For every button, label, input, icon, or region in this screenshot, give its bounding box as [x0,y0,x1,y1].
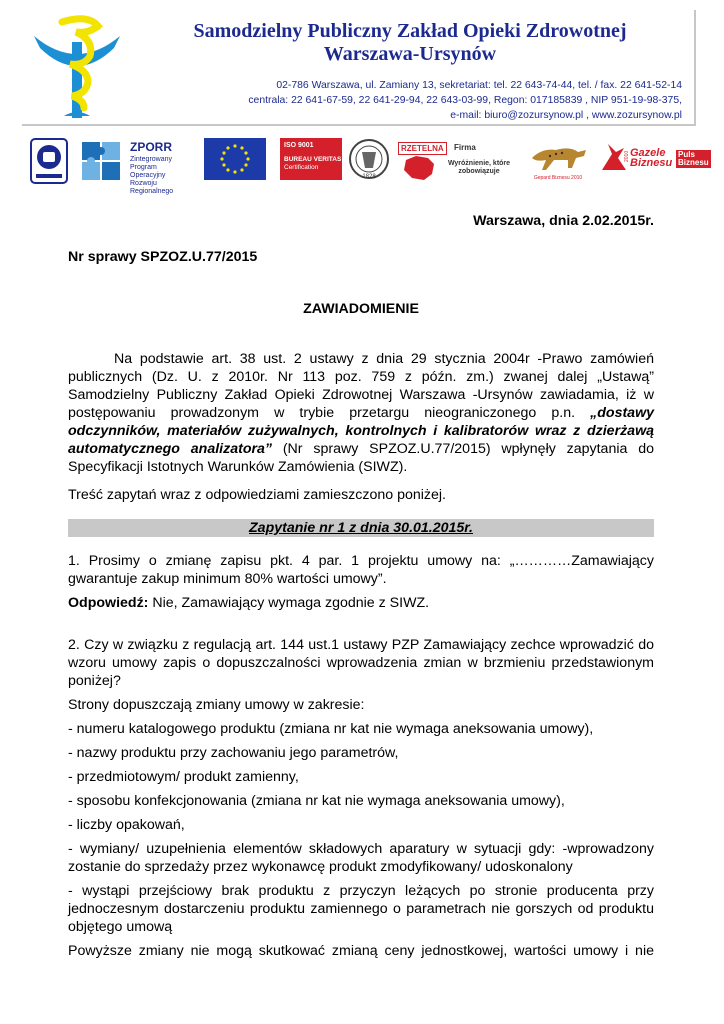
list-item: - nazwy produktu przy zachowaniu jego parametrów, [68,745,399,761]
list-item: - wystąpi przejściowy brak produktu z przyczyn leżących po stronie producenta przy jednoczesnym dostarczeniu produktu zamiennego o parametrach nie gorszych od produktu objętego umową [68,883,654,935]
intro-paragraph [68,350,654,476]
answers-note: Treść zapytań wraz z odpowiedziami zamieszczono poniżej. [68,487,446,503]
rzetelna-title: RZETELNA [398,142,447,155]
gepard-biznesu-badge [526,138,590,184]
rzetelna-firma-badge [398,138,516,184]
org-address: 02-786 Warszawa, ul. Zamiany 13, sekretariat: tel. 22 643-74-44, tel. / fax. 22 641-52-14 [276,80,682,91]
list-item: - sposobu konfekcjonowania (zmiana nr kat nie wymaga aneksowania umowy), [68,793,565,809]
iso-line3: Certification [284,164,319,171]
gazele-biznesu-badge [600,138,709,184]
rzetelna-subtitle: Wyróżnienie, które zobowiązuje [447,160,511,175]
zporr-logo [80,138,190,195]
list-item: - wymiany/ uzupełnienia elementów składowych aparatury w sytuacji gdy: -wprowadzony zostanie do sprzedaży przez wykonawcę produkt zmodyfikowany/ udoskonalony [68,841,654,875]
gazele-year: 2010 [624,150,630,162]
tender-subject: „dostawy odczynników, materiałów zużywalnych, kontrolnych i kalibratorów wraz z dzierżawą automatycznego analizatora” [68,405,654,457]
question-2: 2. Czy w związku z regulacją art. 144 ust.1 ustawy PZP Zamawiający zechce wprowadzić do wzoru umowy zapis o dopuszczalności wprowadzenia zmian w brzmieniu przedstawionym poniżej? [68,637,654,689]
gazele-title [630,148,672,168]
answer-1 [68,594,654,612]
hospital-logo-icon [28,12,126,120]
puzzle-icon [80,140,124,182]
list-item: - przedmiotowym/ produkt zamienny, [68,769,299,785]
iso-line2: BUREAU VERITAS [284,156,342,163]
list-item: - numeru katalogowego produktu (zmiana nr kat nie wymaga aneksowania umowy), [68,721,594,737]
letterhead [22,10,696,126]
organization-contact-block [162,78,682,123]
zporr-title: ZPORR [130,140,172,154]
answer-1-text: Nie, Zamawiający wymaga zgodnie z SIWZ. [148,595,430,611]
iso-line1: ISO 9001 [284,142,314,149]
question-2-lead: Strony dopuszczają zmiany umowy w zakresie: [68,697,365,713]
puls-word2: Biznesu [678,158,709,167]
eu-flag-icon [204,138,266,180]
question-1: 1. Prosimy o zmianę zapisu pkt. 4 par. 1 projektu umowy na: „…………Zamawiający gwarantuje zakup minimum 80% wartości umowy”. [68,553,654,587]
certification-strip [22,138,709,195]
gazele-word2: Biznesu [630,157,673,169]
org-email-web: e-mail: biuro@zozursynow.pl , www.zozursynow.pl [450,110,682,121]
cheetah-icon [526,138,590,174]
quality-certificate-icon [30,138,68,184]
intro-text-a: Na podstawie art. 38 ust. 2 ustawy z dnia 29 stycznia 2004r -Prawo zamówień publicznych (Dz. U. z 2010r. Nr 113 poz. 759 z późn. zm.) zwanej dalej „Ustawą” Samodzielny Publiczny Zakład Opieki Zdrowotnej Warszawa -Ursynów zawiadamia, iż w postępowaniu prowadzonym w trybie przetargu nieograniczonego p.n. [68,351,654,421]
answer-label: Odpowiedź: [68,595,149,611]
gazele-word1: Gazele [630,147,666,159]
document-date: Warszawa, dnia 2.02.2015r. [473,213,654,229]
document-title: ZAWIADOMIENIE [303,301,419,317]
iso-9001-badge [280,138,342,180]
list-item: - liczby opakowań, [68,817,185,833]
question-section-header: Zapytanie nr 1 z dnia 30.01.2015r. [68,519,654,537]
organization-name [140,20,680,66]
puls-word1: Puls [678,150,695,159]
zporr-subtitle: Zintegrowany Program Operacyjny Rozwoju Regionalnego [130,156,174,195]
puls-biznesu-badge [676,150,711,168]
intro-text-b: (Nr sprawy SPZOZ.U.77/2015) wpłynęły zapytania do Specyfikacji Istotnych Warunków Zamówienia (SIWZ). [68,441,654,475]
org-name-line2: Warszawa-Ursynów [323,43,497,65]
case-number: Nr sprawy SPZOZ.U.77/2015 [68,249,258,265]
bureau-veritas-seal [348,138,390,184]
question-2-tail: Powyższe zmiany nie mogą skutkować zmianą ceny jednostkowej, wartości umowy i nie [68,943,654,959]
bureau-veritas-year: 1828 [362,174,376,180]
rzetelna-firma: Firma [454,143,476,152]
poland-map-icon [402,154,438,182]
gepard-label: Gepard Biznesu 2010 [533,175,583,181]
org-name-line1: Samodzielny Publiczny Zakład Opieki Zdrowotnej [193,20,627,42]
org-phones: centrala: 22 641-67-59, 22 641-29-94, 22 643-03-99, Regon: 017185839 , NIP 951-19-98-375, [248,95,682,106]
